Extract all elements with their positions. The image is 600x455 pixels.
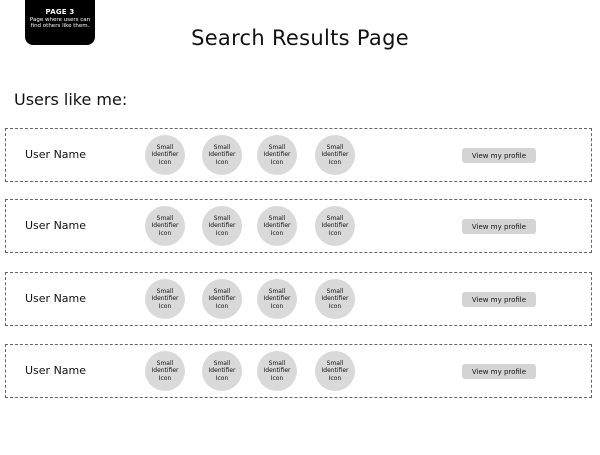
user-result-row xyxy=(5,344,592,398)
identifier-icon: Small Identifier Icon xyxy=(257,206,297,246)
identifier-icon: Small Identifier Icon xyxy=(145,279,185,319)
user-name: User Name xyxy=(25,292,87,305)
page-title: Search Results Page xyxy=(191,26,409,50)
view-profile-button[interactable]: View my profile xyxy=(462,148,536,163)
identifier-icon: Small Identifier Icon xyxy=(257,279,297,319)
identifier-icon: Small Identifier Icon xyxy=(145,351,185,391)
user-name: User Name xyxy=(25,364,87,377)
page-badge-title: PAGE 3 xyxy=(45,8,75,16)
identifier-icon: Small Identifier Icon xyxy=(257,351,297,391)
identifier-icon: Small Identifier Icon xyxy=(145,206,185,246)
identifier-icon: Small Identifier Icon xyxy=(315,206,355,246)
section-heading: Users like me: xyxy=(14,90,128,109)
identifier-icon: Small Identifier Icon xyxy=(145,135,185,175)
page-badge-description: Page where users can find others like them. xyxy=(29,17,91,29)
identifier-icon: Small Identifier Icon xyxy=(202,206,242,246)
view-profile-button[interactable]: View my profile xyxy=(462,364,536,379)
identifier-icon: Small Identifier Icon xyxy=(202,135,242,175)
view-profile-button[interactable]: View my profile xyxy=(462,292,536,307)
identifier-icon: Small Identifier Icon xyxy=(257,135,297,175)
identifier-icon: Small Identifier Icon xyxy=(315,135,355,175)
user-results-list xyxy=(5,128,592,415)
user-name: User Name xyxy=(25,219,87,232)
user-result-row xyxy=(5,128,592,182)
user-result-row xyxy=(5,272,592,326)
user-result-row xyxy=(5,199,592,253)
user-name: User Name xyxy=(25,148,87,161)
identifier-icon: Small Identifier Icon xyxy=(202,279,242,319)
identifier-icon: Small Identifier Icon xyxy=(202,351,242,391)
identifier-icon: Small Identifier Icon xyxy=(315,279,355,319)
view-profile-button[interactable]: View my profile xyxy=(462,219,536,234)
identifier-icon: Small Identifier Icon xyxy=(315,351,355,391)
